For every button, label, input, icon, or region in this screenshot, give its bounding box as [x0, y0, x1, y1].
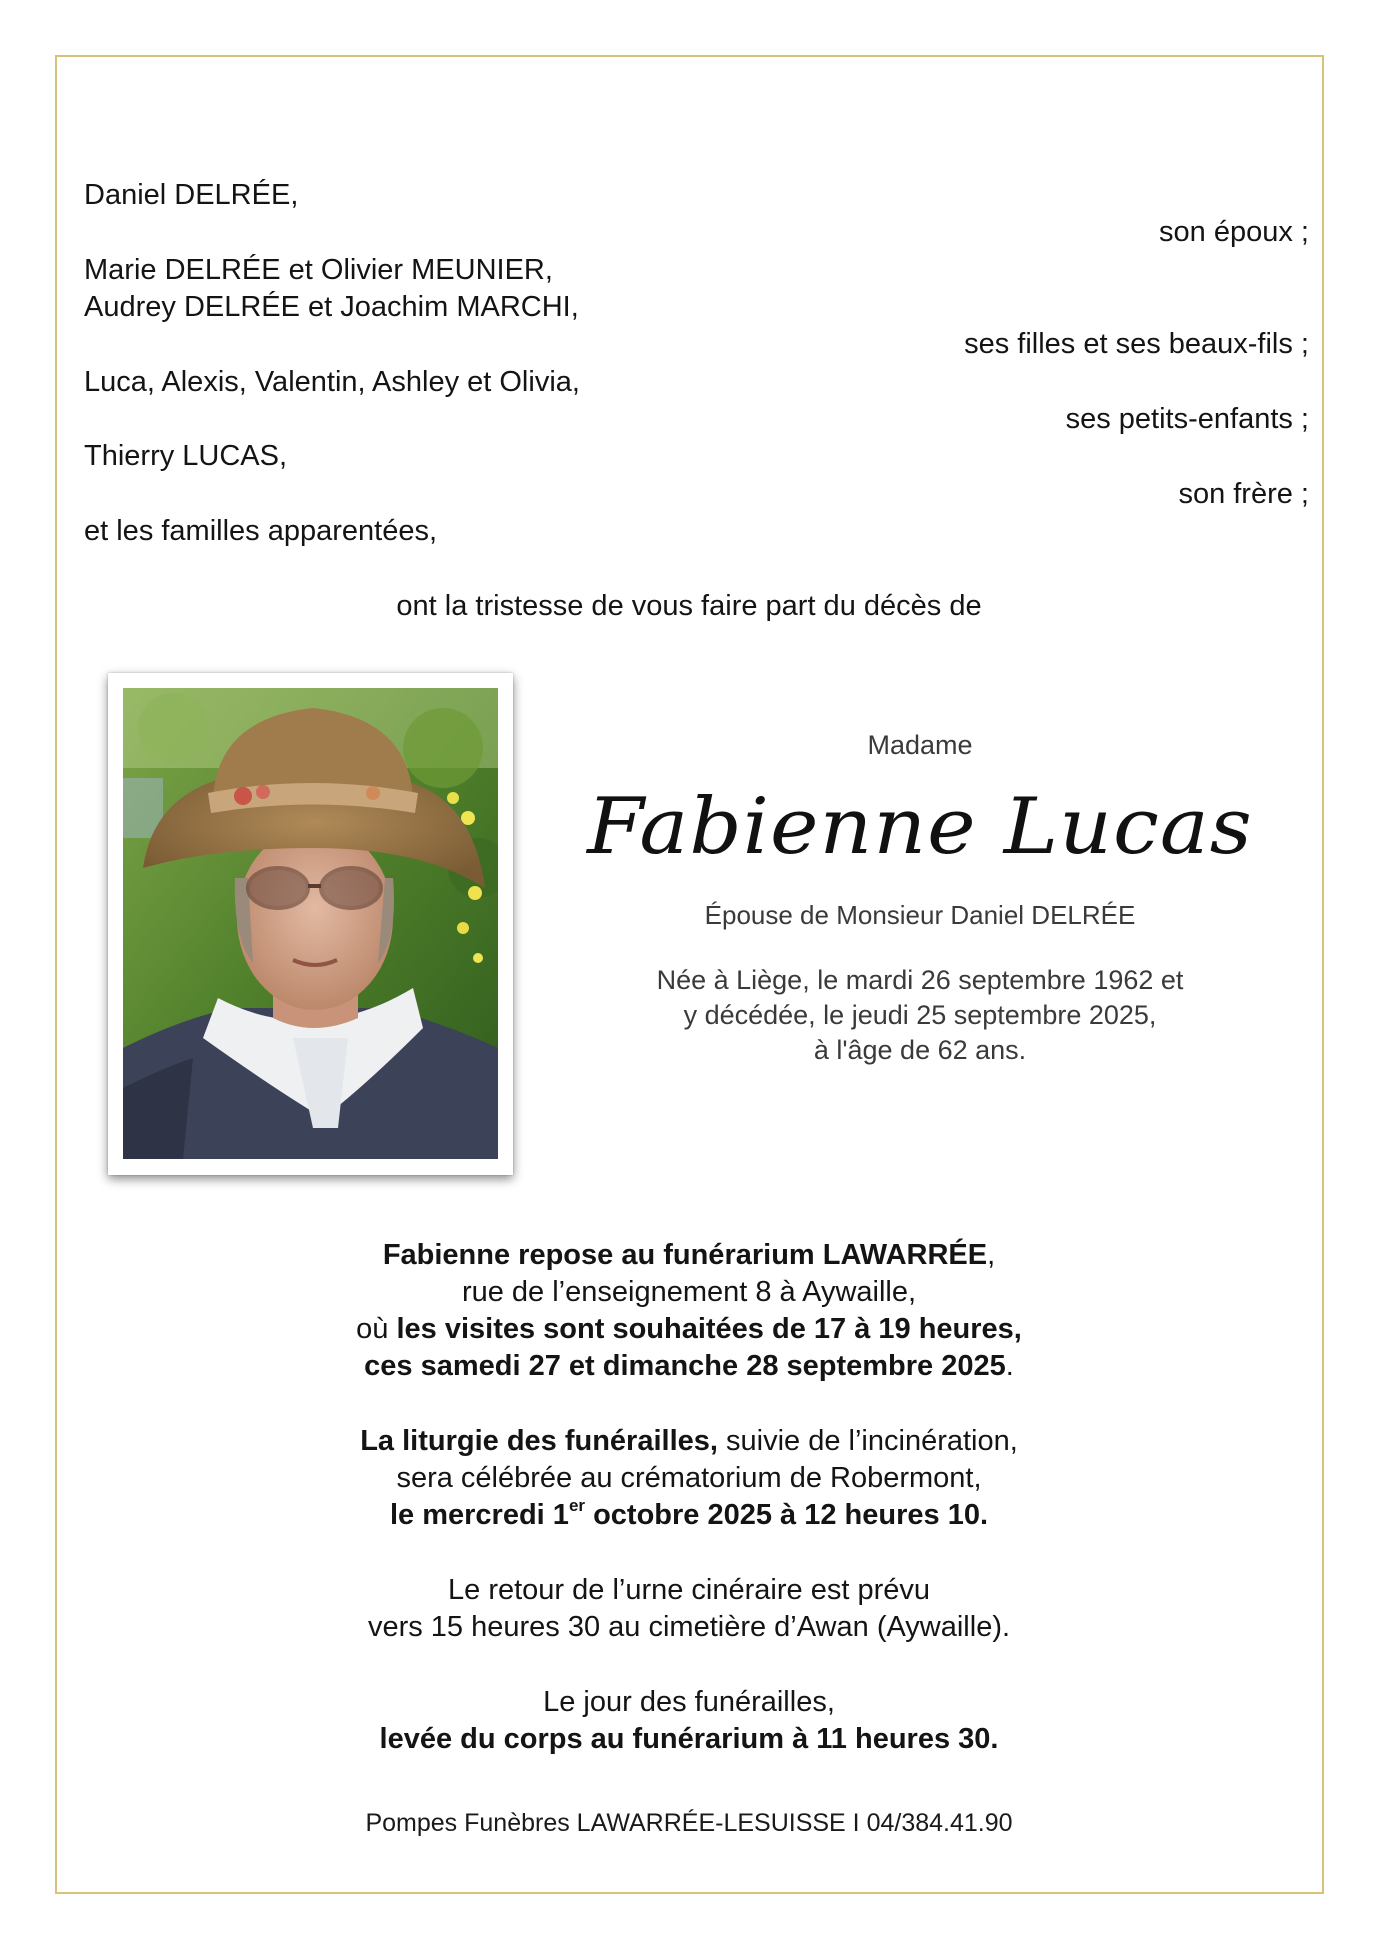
brother-name: Thierry LUCAS,: [84, 440, 288, 472]
liturgy-date-a: le mercredi 1: [389, 1499, 569, 1531]
visitation-block: [0, 1237, 1378, 1385]
funeral-day-block: [0, 1684, 1378, 1758]
funeral-home-footer: Pompes Funèbres LAWARRÉE-LESUISSE I 04/384.41.90: [365, 1809, 1013, 1837]
announcement-intro: ont la tristesse de vous faire part du décès de: [396, 590, 982, 622]
liturgy-incineration: suivie de l’incinération,: [717, 1425, 1018, 1457]
portrait-image: [123, 688, 498, 1159]
spouse-role: son époux ;: [1159, 216, 1309, 248]
death-line: y décédée, le jeudi 25 septembre 2025,: [683, 1000, 1157, 1030]
liturgy-block: [0, 1423, 1378, 1534]
visitation-dates-end: .: [1005, 1350, 1014, 1382]
liturgy-date-b: octobre 2025 à 12 heures 10.: [585, 1499, 989, 1531]
birth-line: Née à Liège, le mardi 26 septembre 1962 et: [656, 965, 1184, 995]
funeral-day-line-2: levée du corps au funérarium à 11 heures 30.: [379, 1723, 999, 1755]
age-line: à l'âge de 62 ans.: [813, 1035, 1027, 1065]
liturgy-title: La liturgie des funérailles,: [360, 1425, 718, 1457]
daughters-line-2: Audrey DELRÉE et Joachim MARCHI,: [84, 291, 579, 323]
liturgy-date: [389, 1496, 989, 1531]
visitation-line-1-end: ,: [987, 1239, 996, 1271]
visitation-hours: les visites sont souhaitées de 17 à 19 heures,: [396, 1313, 1022, 1345]
grandchildren-role: ses petits-enfants ;: [1065, 403, 1309, 435]
visitation-dates: ces samedi 27 et dimanche 28 septembre 2025: [364, 1350, 1006, 1382]
deceased-spouse: Épouse de Monsieur Daniel DELRÉE: [704, 900, 1136, 930]
deceased-name: Fabienne Lucas: [587, 782, 1253, 872]
visitation-line-1: Fabienne repose au funérarium LAWARRÉE: [382, 1239, 988, 1271]
birth-death-info: [600, 963, 1240, 1068]
urn-line-1: Le retour de l’urne cinéraire est prévu: [448, 1574, 930, 1606]
daughters-line-1: Marie DELRÉE et Olivier MEUNIER,: [84, 254, 553, 286]
funeral-day-line-1: Le jour des funérailles,: [543, 1686, 835, 1718]
visitation-address: rue de l’enseignement 8 à Aywaille,: [461, 1276, 917, 1308]
grandchildren-names: Luca, Alexis, Valentin, Ashley et Olivia,: [84, 366, 580, 398]
spouse-name: Daniel DELRÉE,: [84, 179, 299, 211]
deceased-title: Madame: [867, 730, 973, 760]
brother-role: son frère ;: [1178, 478, 1309, 510]
liturgy-location: sera célébrée au crématorium de Robermont,: [396, 1462, 982, 1494]
liturgy-date-sup: er: [568, 1496, 586, 1515]
related-families: et les familles apparentées,: [84, 515, 438, 547]
visitation-line-3-pre: où: [356, 1313, 397, 1345]
daughters-role: ses filles et ses beaux-fils ;: [964, 328, 1309, 360]
portrait-photo: [108, 673, 513, 1175]
urn-line-2: vers 15 heures 30 au cimetière d’Awan (Aywaille).: [367, 1611, 1011, 1643]
urn-block: [0, 1572, 1378, 1646]
